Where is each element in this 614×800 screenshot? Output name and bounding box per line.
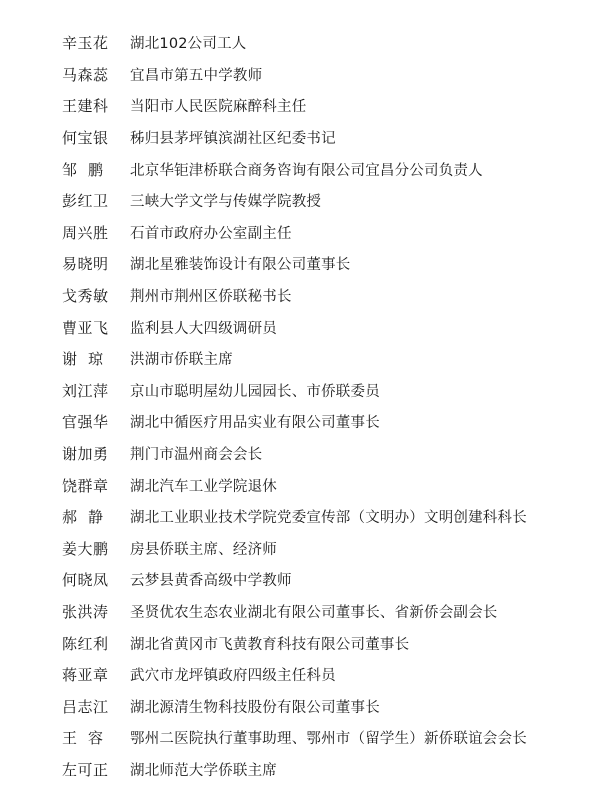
person-name: 何晓凤 (62, 571, 109, 590)
person-description: 石首市政府办公室副主任 (130, 225, 292, 242)
list-item (62, 343, 602, 375)
person-name: 谢加勇 (62, 445, 109, 464)
person-name: 郝 静 (62, 508, 104, 527)
list-item (62, 217, 602, 249)
list-item (62, 690, 602, 722)
person-description: 湖北星雅装饰设计有限公司董事长 (130, 257, 351, 274)
person-description: 荆门市温州商会会长 (130, 447, 263, 464)
person-name: 官强华 (62, 413, 109, 432)
person-name: 左可正 (62, 760, 109, 779)
person-description: 武穴市龙坪镇政府四级主任科员 (130, 668, 336, 685)
list-item (62, 59, 602, 91)
list-item (62, 627, 602, 659)
person-description: 圣贤优农生态农业湖北有限公司董事长、省新侨会副会长 (130, 604, 498, 621)
person-name: 吕志江 (62, 697, 109, 716)
person-description: 云梦县黄香高级中学教师 (130, 573, 292, 590)
person-description: 鄂州二医院执行董事助理、鄂州市（留学生）新侨联谊会会长 (130, 731, 527, 748)
person-name: 张洪涛 (62, 602, 109, 621)
person-name: 彭红卫 (62, 192, 109, 211)
list-item (62, 533, 602, 565)
person-name: 刘江萍 (62, 381, 109, 400)
person-name: 何宝银 (62, 129, 109, 148)
list-item (62, 722, 602, 754)
person-name: 辛玉花 (62, 34, 109, 53)
list-item (62, 280, 602, 312)
list-item (62, 153, 602, 185)
person-name: 蒋亚章 (62, 666, 109, 685)
person-name: 陈红利 (62, 634, 109, 653)
person-description: 北京华钜津桥联合商务咨询有限公司宜昌分公司负责人 (130, 162, 483, 179)
list-item (62, 754, 602, 786)
person-description: 三峡大学文学与传媒学院教授 (130, 194, 322, 211)
person-description: 房县侨联主席、经济师 (130, 541, 277, 558)
person-description: 湖北师范大学侨联主席 (130, 762, 277, 779)
person-description: 监利县人大四级调研员 (130, 320, 277, 337)
person-description: 湖北省黄冈市飞黄教育科技有限公司董事长 (130, 636, 410, 653)
list-item (62, 375, 602, 407)
list-item (62, 659, 602, 691)
person-name: 周兴胜 (62, 223, 109, 242)
person-name: 曹亚飞 (62, 318, 109, 337)
person-name: 王建科 (62, 97, 109, 116)
person-description: 荆州市荆州区侨联秘书长 (130, 289, 292, 306)
person-description: 湖北源清生物科技股份有限公司董事长 (130, 699, 380, 716)
list-item (62, 185, 602, 217)
person-name: 饶群章 (62, 476, 109, 495)
list-item (62, 596, 602, 628)
list-item (62, 406, 602, 438)
list-item (62, 438, 602, 470)
list-item (62, 27, 602, 59)
person-description: 秭归县茅坪镇滨湖社区纪委书记 (130, 131, 336, 148)
person-description: 湖北汽车工业学院退休 (130, 478, 277, 495)
list-item (62, 248, 602, 280)
person-name: 姜大鹏 (62, 539, 109, 558)
list-item (62, 501, 602, 533)
person-description: 宜昌市第五中学教师 (130, 67, 263, 84)
person-name: 易晓明 (62, 255, 109, 274)
member-list (62, 27, 602, 785)
person-name: 马森蕊 (62, 65, 109, 84)
person-description: 洪湖市侨联主席 (130, 352, 233, 369)
person-name: 谢 琼 (62, 350, 104, 369)
list-item (62, 469, 602, 501)
list-item (62, 90, 602, 122)
person-description: 当阳市人民医院麻醉科主任 (130, 99, 307, 116)
person-name: 戈秀敏 (62, 287, 109, 306)
person-name: 邹 鹏 (62, 160, 104, 179)
list-item (62, 122, 602, 154)
person-description: 湖北102公司工人 (130, 36, 247, 53)
list-item (62, 564, 602, 596)
person-name: 王 容 (62, 729, 104, 748)
person-description: 湖北工业职业技术学院党委宣传部（文明办）文明创建科科长 (130, 510, 527, 527)
person-description: 湖北中循医疗用品实业有限公司董事长 (130, 415, 380, 432)
person-description: 京山市聪明屋幼儿园园长、市侨联委员 (130, 383, 380, 400)
list-item (62, 311, 602, 343)
